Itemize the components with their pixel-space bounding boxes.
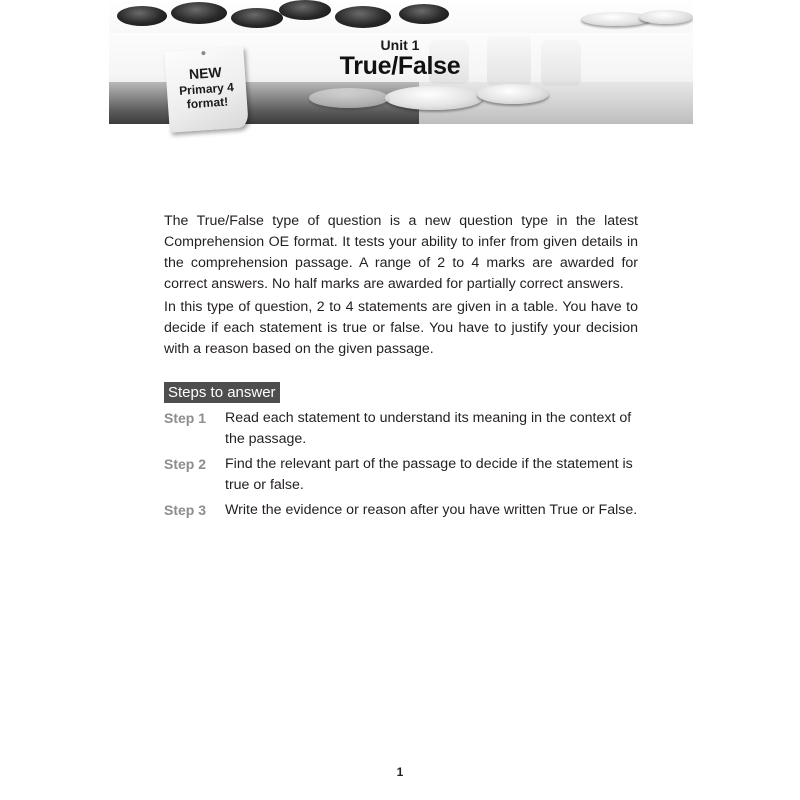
steps-heading: Steps to answer [164, 382, 280, 403]
light-piece-decoration [309, 88, 389, 108]
dark-piece-decoration [231, 8, 283, 28]
dark-piece-decoration [171, 2, 227, 24]
dark-piece-decoration [399, 4, 449, 24]
sticky-note-line: NEW [188, 63, 223, 83]
step-text: Write the evidence or reason after you have written True or False. [225, 502, 638, 518]
dark-piece-decoration [335, 6, 391, 28]
sticky-note-line: format! [186, 94, 229, 112]
dark-piece-decoration [279, 0, 331, 20]
new-format-sticky-note [164, 46, 248, 132]
sticky-note-text [165, 62, 247, 113]
light-piece-decoration [385, 86, 483, 110]
page-number: 1 [396, 765, 404, 779]
unit-label: Unit 1 [380, 37, 420, 53]
page-title: True/False [339, 52, 461, 80]
dark-piece-decoration [117, 6, 167, 26]
step-label: Step 2 [164, 456, 207, 472]
light-piece-decoration [477, 84, 549, 104]
intro-paragraph: In this type of question, 2 to 4 statements are given in a table. You have to decide if each statement is true or false. You have to justify your decision with a reason based on the given passage. [164, 299, 638, 357]
light-piece-decoration [541, 40, 581, 86]
step-label: Step 3 [164, 502, 207, 518]
intro-paragraph: The True/False type of question is a new question type in the latest Comprehension OE format. It tests your ability to infer from given details in the comprehension passage. A range of 2 to 4 marks are awarded for correct answers. No half marks are awarded for partially correct answers. [164, 213, 638, 292]
sticky-note-line: Primary 4 [178, 79, 235, 98]
pin-icon [201, 51, 205, 55]
light-piece-decoration [639, 10, 693, 24]
step-label: Step 1 [164, 410, 207, 426]
step-text: Find the relevant part of the passage to decide if the statement is true or false. [225, 456, 633, 493]
step-text: Read each statement to understand its meaning in the context of the passage. [225, 410, 632, 447]
